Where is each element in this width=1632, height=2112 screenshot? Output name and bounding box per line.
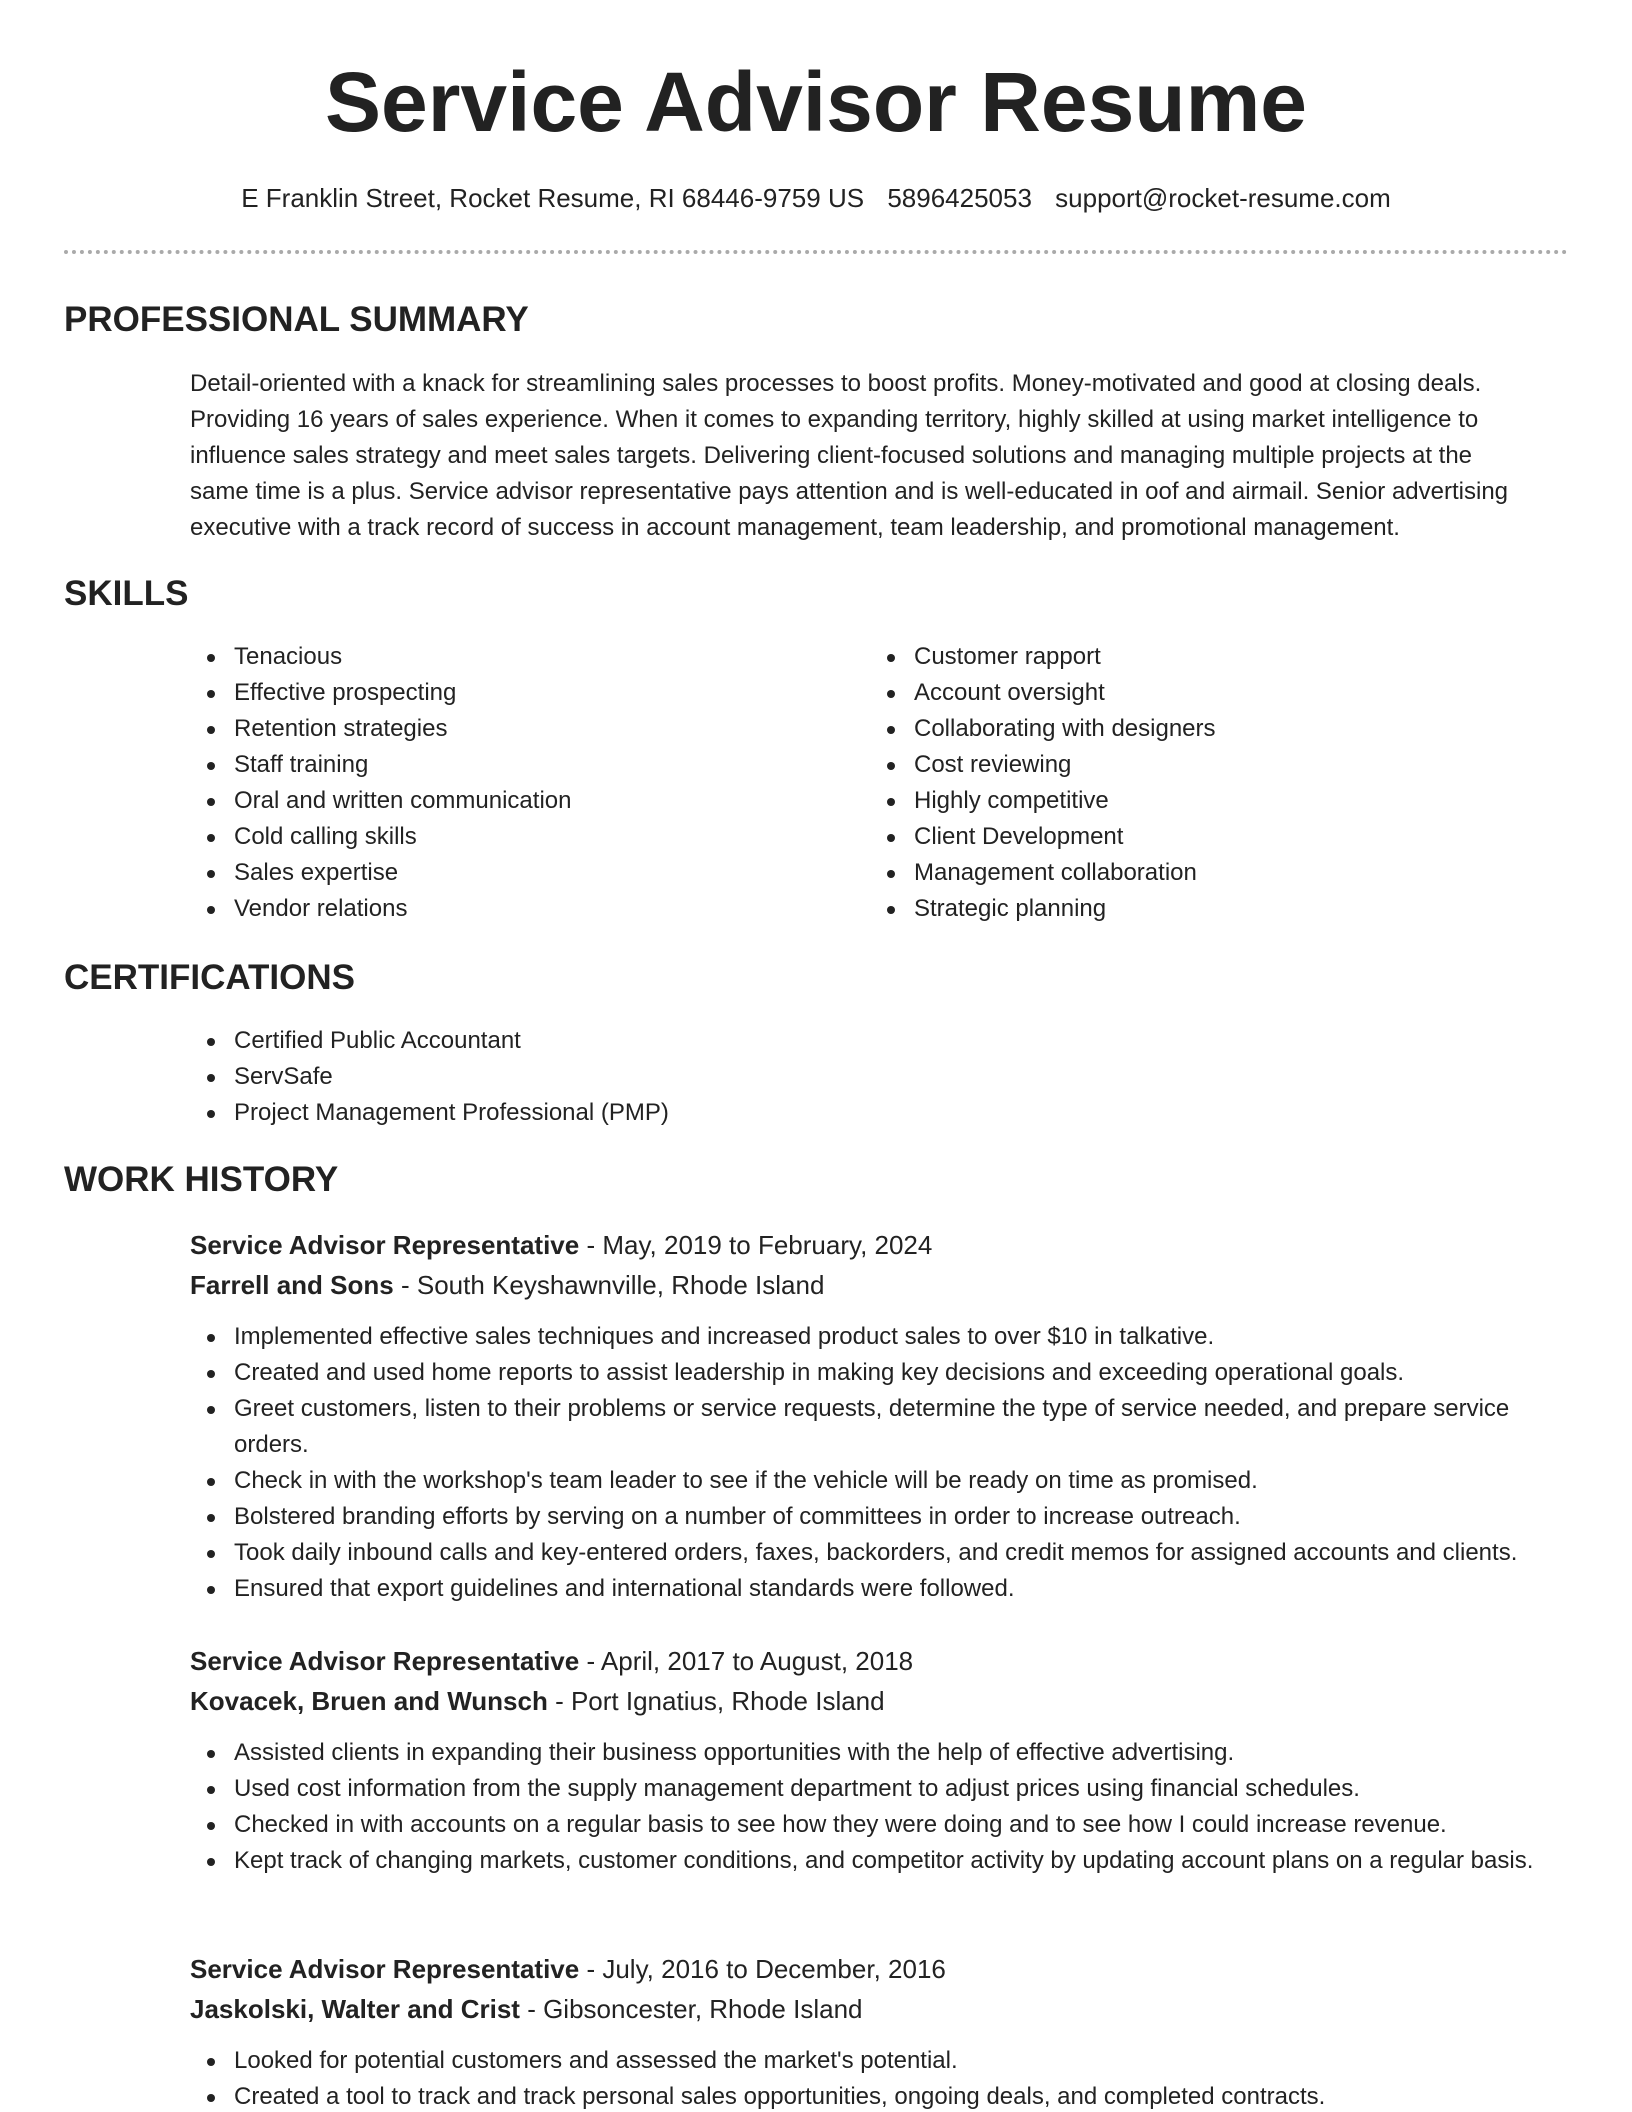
job-company: Jaskolski, Walter and Crist <box>190 1994 520 2024</box>
skill-item: Highly competitive <box>870 783 1510 819</box>
certification-item: ServSafe <box>190 1059 1570 1095</box>
job-title-line <box>190 1641 913 1681</box>
job-bullet: Greet customers, listen to their problems or service requests, determine the type of service needed, and prepare service orders. <box>190 1391 1570 1463</box>
job-bullets <box>190 1319 1570 1607</box>
summary-text <box>190 366 1570 546</box>
skills-heading: SKILLS <box>64 574 189 613</box>
job-bullet: Assisted clients in expanding their business opportunities with the help of effective advertising. <box>190 1735 1570 1771</box>
contact-phone: 5896425053 <box>887 183 1032 213</box>
job-bullet: Kept track of changing markets, customer conditions, and competitor activity by updating account plans on a regular basis. <box>190 1843 1570 1879</box>
job-location: - South Keyshawnville, Rhode Island <box>400 1270 825 1300</box>
certifications-heading: CERTIFICATIONS <box>64 958 356 997</box>
job-bullet: Created a tool to track and track personal sales opportunities, ongoing deals, and completed contracts. <box>190 2079 1570 2112</box>
job-bullet: Implemented effective sales techniques and increased product sales to over $10 in talkative. <box>190 1319 1570 1355</box>
skill-item: Oral and written communication <box>190 783 830 819</box>
job-bullet: Looked for potential customers and assessed the market's potential. <box>190 2043 1570 2079</box>
certification-item: Project Management Professional (PMP) <box>190 1095 1570 1131</box>
job-dates: - April, 2017 to August, 2018 <box>586 1646 914 1676</box>
resume-title: Service Advisor Resume <box>324 55 1308 149</box>
job-dates: - May, 2019 to February, 2024 <box>586 1230 933 1260</box>
job-bullet: Created and used home reports to assist leadership in making key decisions and exceeding operational goals. <box>190 1355 1570 1391</box>
job-company-line <box>190 1989 862 2029</box>
job-company-line <box>190 1681 885 1721</box>
job-location: - Port Ignatius, Rhode Island <box>555 1686 885 1716</box>
job-bullets <box>190 1735 1570 1879</box>
job-title: Service Advisor Representative <box>190 1230 580 1260</box>
skill-item: Cold calling skills <box>190 819 830 855</box>
skill-item: Cost reviewing <box>870 747 1510 783</box>
skill-item: Effective prospecting <box>190 675 830 711</box>
summary-line: same time is a plus. Service advisor representative pays attention and is well-educated in oof and airmail. Senior advertising <box>190 478 1509 505</box>
skill-item: Staff training <box>190 747 830 783</box>
skill-item: Client Development <box>870 819 1510 855</box>
contact-address: E Franklin Street, Rocket Resume, RI 68446-9759 US <box>241 183 865 213</box>
summary-line: influence sales strategy and meet sales targets. Delivering client-focused solutions and managing multiple projects at the <box>190 442 1473 469</box>
skill-item: Vendor relations <box>190 891 830 927</box>
job-bullet: Checked in with accounts on a regular basis to see how they were doing and to see how I could increase revenue. <box>190 1807 1570 1843</box>
job-title: Service Advisor Representative <box>190 1646 580 1676</box>
skill-item: Sales expertise <box>190 855 830 891</box>
skills-list-left <box>190 639 830 927</box>
skill-item: Management collaboration <box>870 855 1510 891</box>
skill-item: Customer rapport <box>870 639 1510 675</box>
job-bullet: Bolstered branding efforts by serving on a number of committees in order to increase outreach. <box>190 1499 1570 1535</box>
job-title: Service Advisor Representative <box>190 1954 580 1984</box>
job-company: Kovacek, Bruen and Wunsch <box>190 1686 548 1716</box>
work-history-heading: WORK HISTORY <box>64 1160 339 1199</box>
job-title-line <box>190 1949 946 1989</box>
summary-heading: PROFESSIONAL SUMMARY <box>64 300 529 339</box>
job-bullet: Ensured that export guidelines and international standards were followed. <box>190 1571 1570 1607</box>
job-dates: - July, 2016 to December, 2016 <box>586 1954 946 1984</box>
job-company-line <box>190 1265 824 1305</box>
skill-item: Tenacious <box>190 639 830 675</box>
job-bullet: Took daily inbound calls and key-entered orders, faxes, backorders, and credit memos for assigned accounts and clients. <box>190 1535 1570 1571</box>
skill-item: Retention strategies <box>190 711 830 747</box>
job-bullet: Used cost information from the supply management department to adjust prices using financial schedules. <box>190 1771 1570 1807</box>
job-location: - Gibsoncester, Rhode Island <box>527 1994 863 2024</box>
summary-line: Detail-oriented with a knack for streamlining sales processes to boost profits. Money-motivated and good at closing deals. <box>190 370 1482 397</box>
skills-list-right <box>870 639 1510 927</box>
contact-line <box>0 180 1632 216</box>
certification-item: Certified Public Accountant <box>190 1023 1570 1059</box>
job-title-line <box>190 1225 932 1265</box>
skill-item: Collaborating with designers <box>870 711 1510 747</box>
summary-line: Providing 16 years of sales experience. When it comes to expanding territory, highly skilled at using market intelligence to <box>190 406 1479 433</box>
header-divider <box>64 250 1568 254</box>
job-bullet: Check in with the workshop's team leader to see if the vehicle will be ready on time as promised. <box>190 1463 1570 1499</box>
skill-item: Strategic planning <box>870 891 1510 927</box>
contact-email: support@rocket-resume.com <box>1055 183 1391 213</box>
job-company: Farrell and Sons <box>190 1270 394 1300</box>
job-bullets <box>190 2043 1570 2112</box>
summary-line: executive with a track record of success in account management, team leadership, and promotional management. <box>190 514 1400 541</box>
skill-item: Account oversight <box>870 675 1510 711</box>
certifications-list <box>190 1023 1570 1131</box>
